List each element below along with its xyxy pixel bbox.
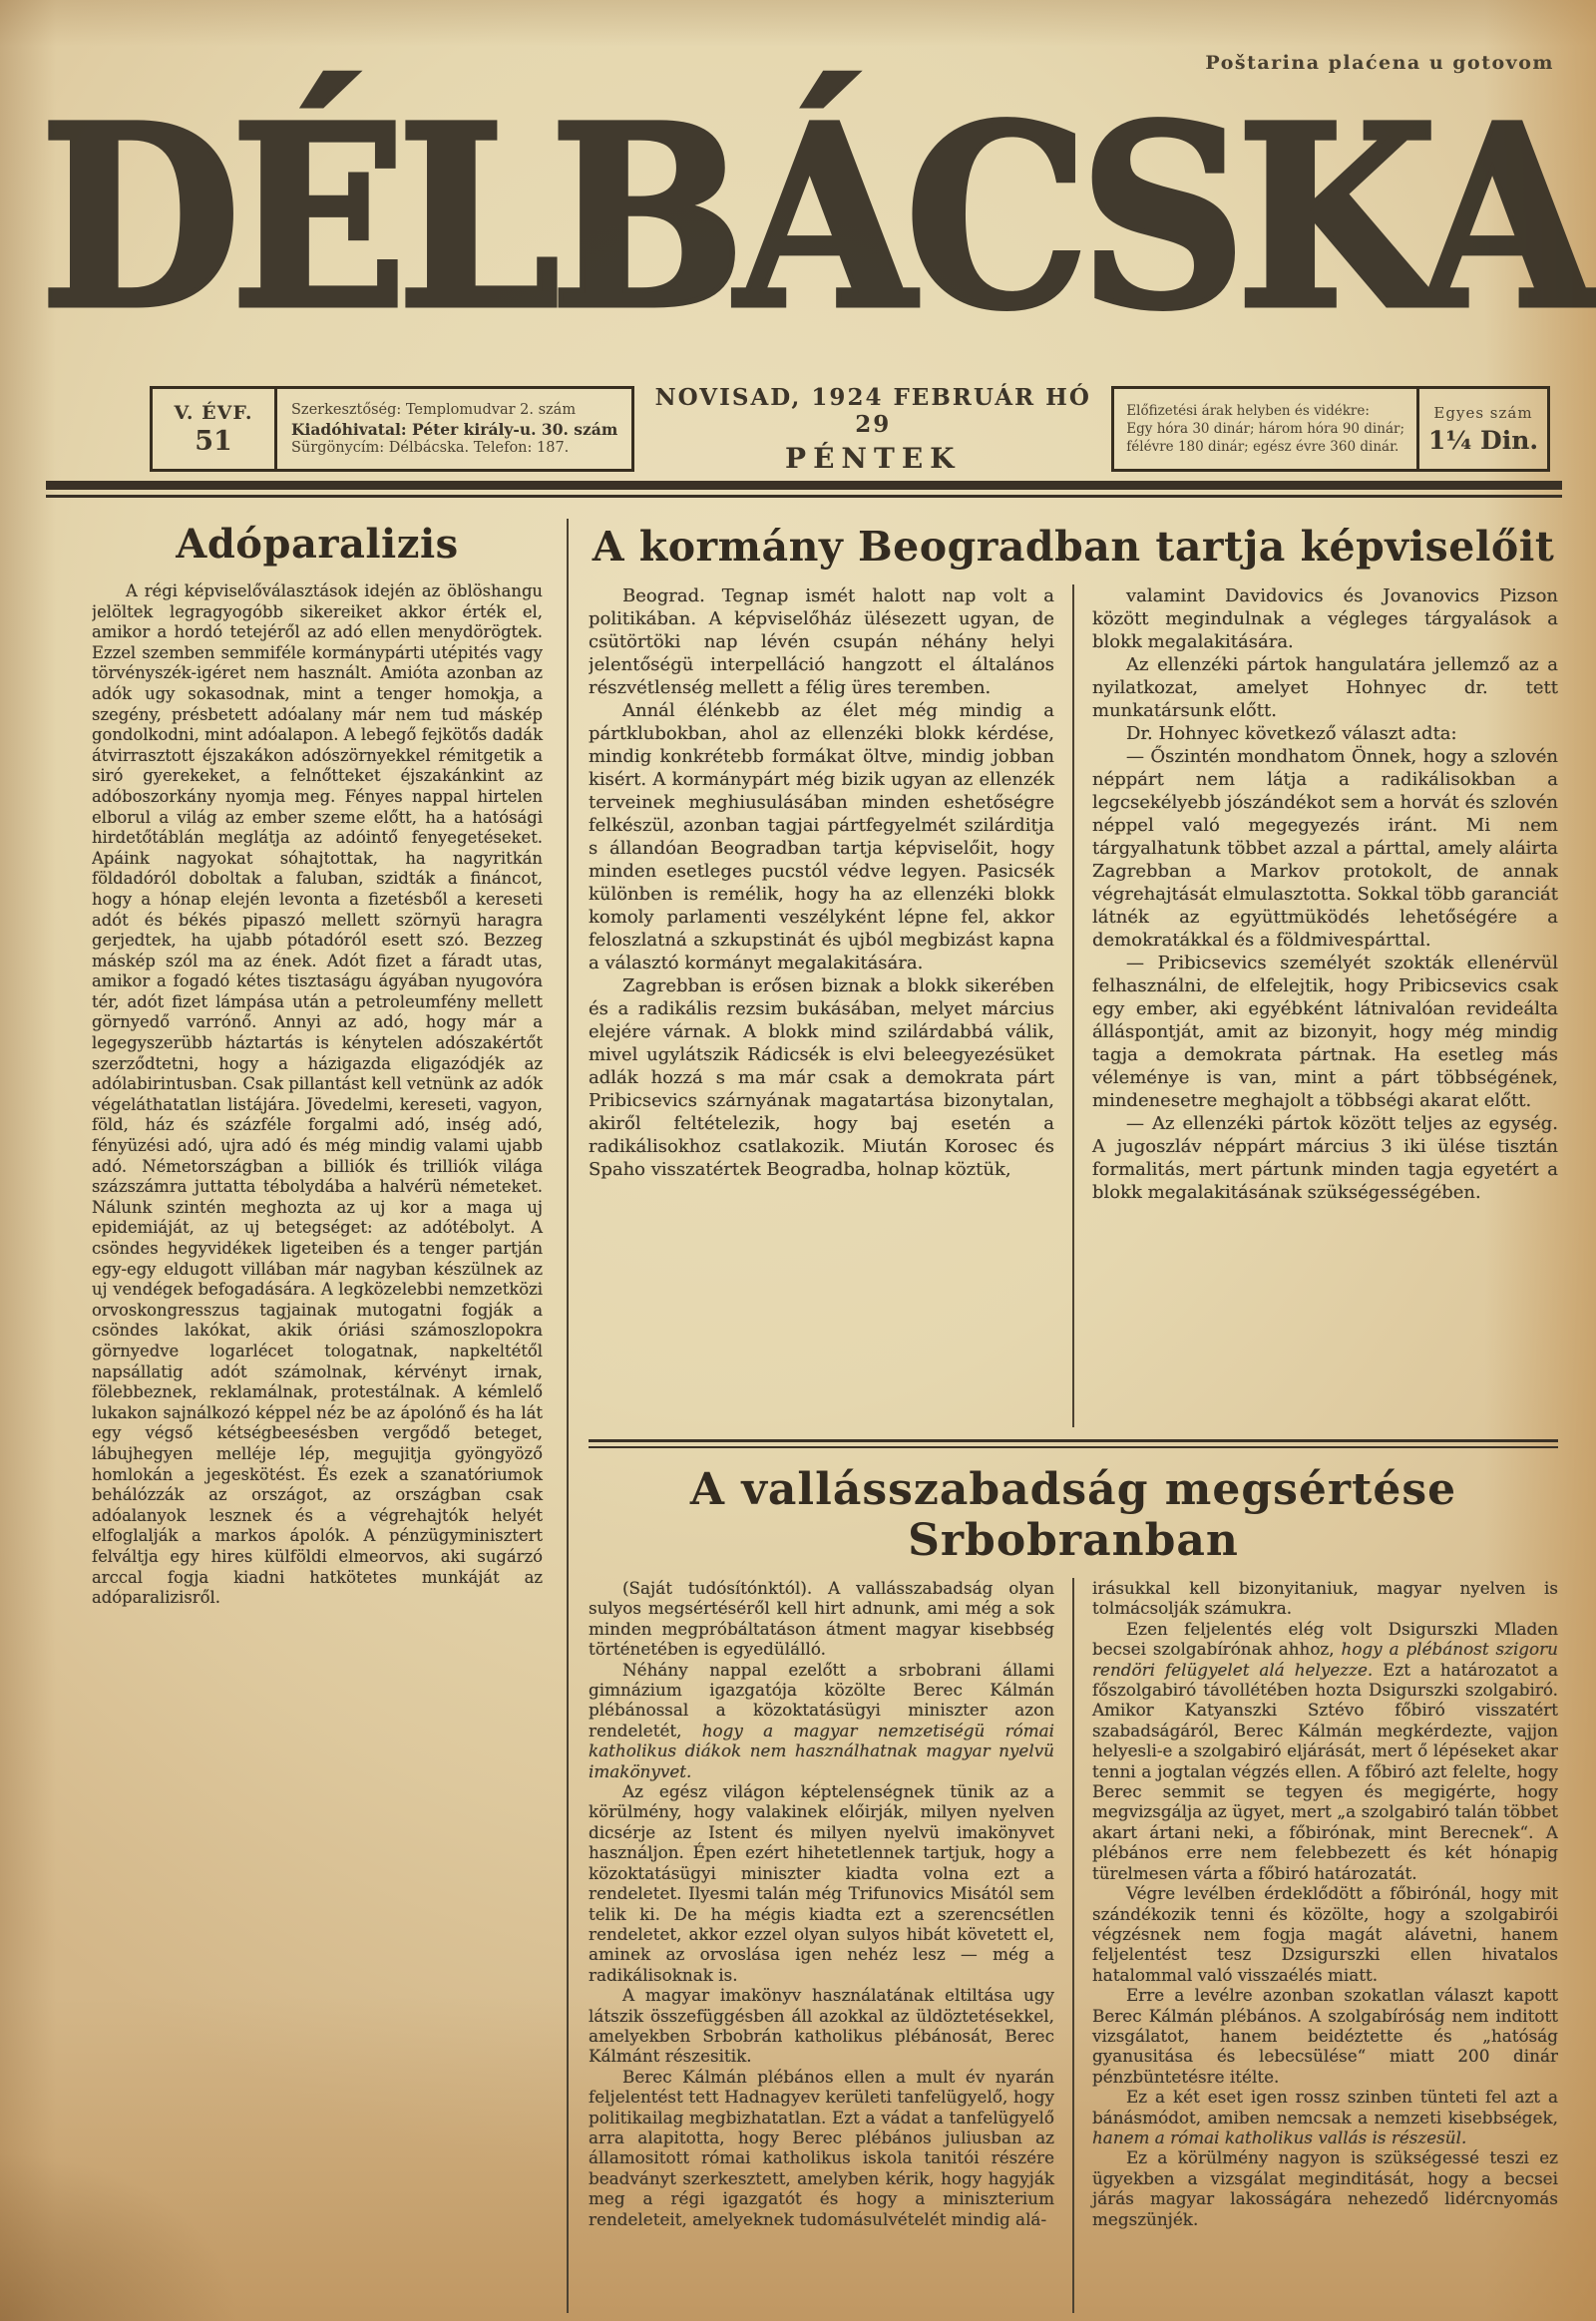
paragraph: Az egész világon képtelenségnek tünik az a körülmény, hogy valakinek előirják, milyen nyelven dicsérje az Istent és milyen nyelvü imakönyvet használjon. Épen ezért hihetetlennek tartjuk, hogy a közoktatásügyi miniszter kiadta volna ezt a rendeletet. Ilyesmi talán még Trifunovics Misától sem telik ki. De ha mégis kiadta ezt a szerencsétlen rendeletet, akkor ezzel olyan sulyos hibát követett el, aminek az orvoslása igen nehéz lesz — még a radikálisoknak is. (589, 1781, 1054, 1985)
paragraph: — Őszintén mondhatom Önnek, hogy a szlovén néppárt nem látja a radikálisokban a legcsekélyebb jószándékot sem a horvát és szlovén néppel való megegyezés iránt. Mi nem tárgyalhatunk többet azzal a párttal, amely aláirta Zagrebban a Markov protokolt, de annak végrehajtását elmulasztotta. Sokkal több garanciát látnék az együttmüködés lehetőségére a demokratákkal és a földmivespárttal. (1092, 746, 1558, 951)
paragraph: — Pribicsevics személyét szokták ellenérvül felhasználni, de elfelejtik, hogy Pribicsevics csak egy ember, aki egyébként látnivalóan revideálta álláspontját, amit az bizonyit, hogy még mindig tagja a demokrata pártnak. Ha esetleg más véleménye is van, mint a párt többségének, mindenesetre meghajolt a többségi akarat előtt. (1092, 953, 1558, 1111)
text-run: Ez a két eset igen rossz szinben tünteti fel azt a bánásmódot, amiben nemcsak a nemzeti kisebbségek, (1092, 2087, 1558, 2128)
article-government-col1 (589, 584, 1072, 1427)
paragraph: (Saját tudósítónktól). A vallásszabadság olyan sulyos megsértéséről kell hirt adnunk, ami még a sok minden megpróbáltatáson átment magyar kisebbség történetében is egyedülálló. (589, 1578, 1054, 1660)
article-tax-column (92, 519, 569, 2313)
text-run: Néhány nappal ezelőtt a srbobrani állami gimnázium igazgatója közölte Berec Kálmán plébánossal a közoktatásügyi miniszter azon rendeletét, (589, 1659, 1054, 1741)
paragraph: — Az ellenzéki pártok között teljes az egység. A jugoszláv néppárt március 3 iki ülése tisztán formalitás, mert pártunk minden tagja egyetért a blokk megalakitásának szükségességében. (1092, 1113, 1558, 1203)
issue-number: 51 (195, 425, 232, 457)
paragraph: Az ellenzéki pártok hangulatára jellemző az a nyilatkozat, amelyet Hohnyec dr. tett munkatársunk előtt. (1092, 654, 1558, 721)
article-religion-col2 (1072, 1578, 1558, 2313)
subscription-cell (1114, 389, 1419, 469)
volume-cell (153, 389, 277, 469)
article-divider (589, 1439, 1558, 1448)
weekday: PÉNTEK (785, 441, 962, 475)
paragraph: Annál élénkebb az élet még mindig a pártklubokban, ahol az ellenzéki blokk kérdése, mindig konkrétebb formákat öltve, mindig jobban kisért. A kormánypárt még bizik ugyan az ellenzék terveinek meghiusulásában minden eshetőségre felkészül, azonban tagjai pártfegyelmét szilárditja s állandóan Beogradban tartja képviselőit, hogy minden esetleges pucstól védve legyen. Pasicsék különben is remélik, hogy ha az ellenzéki blokk komoly parlamenti veszélyként lépne fel, akkor feloszlatná a szkupstinát és ujból megbizást kapna a választó kormányt megalakitására. (589, 700, 1054, 973)
editorial-cell (277, 389, 631, 469)
page-content (92, 519, 1558, 2313)
article-government-title: A kormány Beogradban tartja képviselőit (592, 523, 1555, 571)
article-religion-col1 (589, 1578, 1072, 2313)
text-run: Ezen feljelentés elég volt Dsigurszki Mladen becsei szolgabírónak ahhoz, (1092, 1618, 1558, 1660)
volume-editorial-box (150, 386, 634, 472)
right-region (569, 519, 1558, 2313)
article-government-columns (589, 584, 1558, 1427)
editorial-line: Sürgönycím: Délbácska. Telefon: 187. (291, 439, 570, 456)
volume-label: V. ÉVF. (174, 401, 253, 424)
paragraph: valamint Davidovics és Jovanovics Pizson között megindulnak a végleges tárgyalások a blokk megalakitására. (1092, 585, 1558, 652)
paragraph: A régi képviselőválasztások idején az öblöshangu jelöltek legragyogóbb sikereiket akkor érték el, amikor a hordó tetejéről az adó ellen menydörögtek. Ezzel szemben semmiféle kormánypárti utépités vagy törvényszék-igéret nem használt. Amióta azonban az adók ugy sokasodnak, mint a tenger homokja, a szegény, présbetett adóalany már nem tud máskép gondolkodni, mint adóalapon. A lebegő fejkötős dadák átvirrasztott éjszakákon adószörnyekkel rémitgetik a siró gyerekeket, a felnőtteket éjszakánkint az adóboszorkány nyomja meg. Fényes nappal hirtelen elborul a világ az ember szeme előtt, ha a hatósági hirdetőtáblán meglátja az adóintő fenyegetéseket. Apáink nagyokat sóhajtottak, ha nagyritkán földadóról doboltak a faluban, szidták a fináncot, hogy a hónap elején levonta a fizetésből a kereseti adót és békés pipaszó mellett szörnyü haragra gerjedtek, ha ujabb pótadóról esett szó. Bezzeg máskép szól ma az ének. Adót fizet a fáradt utas, amikor a fogadó kétes tisztaságu ágyában nyugovóra tér, adót fizet lámpása után a petroleumfény mellett görnyedő varrónő. Annyi az adó, hogy már a legegyszerübb háztartás is kénytelen adószakértőt szerződtetni, hogy a házigazda eligazódjék az adólabirintusban. Csak pillantást kell vetnünk az adók végeláthatatlan listájára. Jövedelmi, kereseti, vagyon, föld, ház és százféle forgalmi adó, inség adó, fényüzési adó, ujra adó és még mindig valami ujabb adó. Németországban a billiók és trilliók világa százszámra juttatta tébolydába a halvérü németeket. Nálunk szintén meghozta az uj kor a maga uj epidemiáját, az uj betegséget: az adótébolyt. A csöndes hegyvidékek ligeteiben és a tenger partján egy-egy eldugott villában már nagyban készülnek az uj vendégek befogadására. A legközelebbi nemzetközi orvoskongresszus tagjainak mutogatni fogják a csöndes lakókat, akik óriási számoszlopokra görnyedve logarlécet tologatnak, napkeltétől napsállatig adót számolnak, kérvényt irnak, fölebbeznek, reklamálnak, protestálnak. A kémlelő lukakon sajnálkozó képpel néz be az ápolónő és ha lát egy végső kétségbeesésben vergődő beteget, lábujhegyen melléje lép, megujitja gyöngyöző homlokán a jegeskötést. És ezek a szanatóriumok behálózzák az országot, az országban csak adóalanyok lesznek és a végrehajtók helyét elfoglalják a markos ápolók. A pénzügyminisztert felváltja egy hires külföldi elmeorvos, aki sugárzó arccal fogja kiadni hatkötetes munkáját az adóparalizisről. (92, 581, 543, 1608)
subscription-price-box (1111, 386, 1550, 472)
paragraph: Erre a levélre azonban szokatlan választ kapott Berec Kálmán plébános. A szolgabíróság nem inditott vizsgálatot, hanem beidéztette és „hatóság gyanusitása és lebecsülése“ miatt 200 dinár pénzbüntetésre itélte. (1092, 1985, 1558, 2087)
paragraph (1092, 2087, 1558, 2147)
masthead-divider (46, 481, 1562, 498)
postage-notice: Poštarina plaćena u gotovom (1205, 52, 1554, 74)
paragraph (1092, 1619, 1558, 1883)
text-run-italic: hogy a magyar nemzetiségü római katholikus diákok nem használhatnak magyar nyelvü imakönyvet. (589, 1720, 1054, 1781)
paragraph: Dr. Hohnyec következő választ adta: (1126, 723, 1457, 744)
paragraph (589, 1660, 1054, 1781)
subscription-line: félévre 180 dinár; egész évre 360 dinár. (1126, 439, 1399, 455)
article-religion (589, 1458, 1558, 2313)
paragraph: Zagrebban is erősen biznak a blokk sikerében és a radikális rezsim bukásában, melyet március elejére várnak. A blokk mind szilárdabbá válik, mivel ugylátszik Rádicsék is elvi beleegyezésüket adlák hozzá s ma már csak a demokrata párt Pribicsevics szárnyának magatartása bizonytalan, akiről feltételezik, hogy baj esetén a radikálisokhoz csatlakozik. Miután Korosec és Spaho visszatértek Beogradba, holnap köztük, (589, 975, 1054, 1180)
masthead (40, 70, 1588, 371)
single-copy-label: Egyes szám (1433, 403, 1533, 422)
subscription-line: Egy hóra 30 dinár; három hóra 90 dinár; (1126, 421, 1404, 437)
paragraph: irásukkal kell bizonyitaniuk, magyar nyelven is tolmácsolják számukra. (1092, 1578, 1558, 1619)
editorial-line: Szerkesztőség: Templomudvar 2. szám (291, 401, 577, 418)
masthead-title: DÉLBÁCSKA (40, 70, 1588, 365)
date-line: NOVISAD, 1924 FEBRUÁR HÓ 29 (654, 383, 1091, 438)
paragraph: Beograd. Tegnap ismét halott nap volt a politikában. A képviselőház ülésezett ugyan, de csütörtöki nap lévén csupán néhány helyi jelentőségü interpelláció hangzott el általános részvétlenség mellett a félig üres teremben. (589, 585, 1054, 698)
info-bar (150, 383, 1550, 475)
editorial-line: Kiadóhivatal: Péter király-u. 30. szám (291, 419, 618, 439)
date-box (646, 383, 1099, 475)
article-tax-title: Adóparalizis (176, 521, 459, 568)
article-government-col2 (1072, 584, 1558, 1427)
text-run: Ezt a határozatot a főszolgabiró távollétében hozta Dsigurszki szolgabiró. Amikor Katyanszki Sztévo főbiró visszatért szabadságáról, Berec Kálmán megkérdezte, vajjon helyesli-e a szolgabiró eljárását, mert ő lépéseket akar tenni a jogtalan végzés ellen. A főbiró azt felelte, hogy Berec semmit se tegyen és megigérte, hogy megvizsgálja az ügyet, mert „a szolgabiró talán többet akart ártani neki, a főbirónak, mint Berecnek“. A plébános erre nem felebbezett és két hónapig türelmesen várta a főbiró határozatát. (1092, 1659, 1558, 1883)
article-government (589, 519, 1558, 1427)
paragraph: Végre levélben érdeklődött a főbirónál, hogy mit szándékozik tenni és közölte, hogy a szolgabirói végzésnek nem fogja magát alávetni, hanem feljelentést tesz Dzsigurszki ellen hivatalos hatalommal való visszaélés miatt. (1092, 1883, 1558, 1985)
paragraph: Ez a körülmény nagyon is szükségessé teszi ez ügyekben a vizsgálat meginditását, hogy a becsei járás magyar lakosságára nehezedő lidércnyomás megszünjék. (1092, 2147, 1558, 2229)
paragraph: A magyar imakönyv használatának eltiltása ugy látszik összefüggésben áll azokkal az üldöztetésekkel, amelyekben Srbobrán katholikus plébánosát, Berec Kálmánt részesitik. (589, 1985, 1054, 2067)
text-run-italic: hanem a római katholikus vallás is részesül. (1092, 2127, 1467, 2147)
single-copy-cell (1419, 389, 1547, 469)
article-religion-columns (589, 1578, 1558, 2313)
paragraph: Berec Kálmán plébános ellen a mult év nyarán feljelentést tett Hadnagyev kerületi tanfelügyelő, hogy politikailag megbizhatatlan. Ezt a vádat a tanfelügyelő arra alapitotta, hogy Berec plébános juliusban az államositott római katholikus iskola tanitói részére beadványt szerkesztett, amelyben kérik, hogy hagyják meg a régi igazgatót és hogy a miniszterium rendeleteit, amelyeknek tudomásulvételét mindig alá- (589, 2066, 1054, 2229)
single-copy-price: 1¼ Din. (1427, 425, 1539, 455)
text-run-italic: hogy a plébánost szigoru rendöri felügyelet alá helyezze. (1092, 1639, 1558, 1680)
article-religion-title: A vallásszabadság megsértése Srbobranban (689, 1464, 1457, 1566)
subscription-line: Előfizetési árak helyben és vidékre: (1126, 403, 1370, 419)
